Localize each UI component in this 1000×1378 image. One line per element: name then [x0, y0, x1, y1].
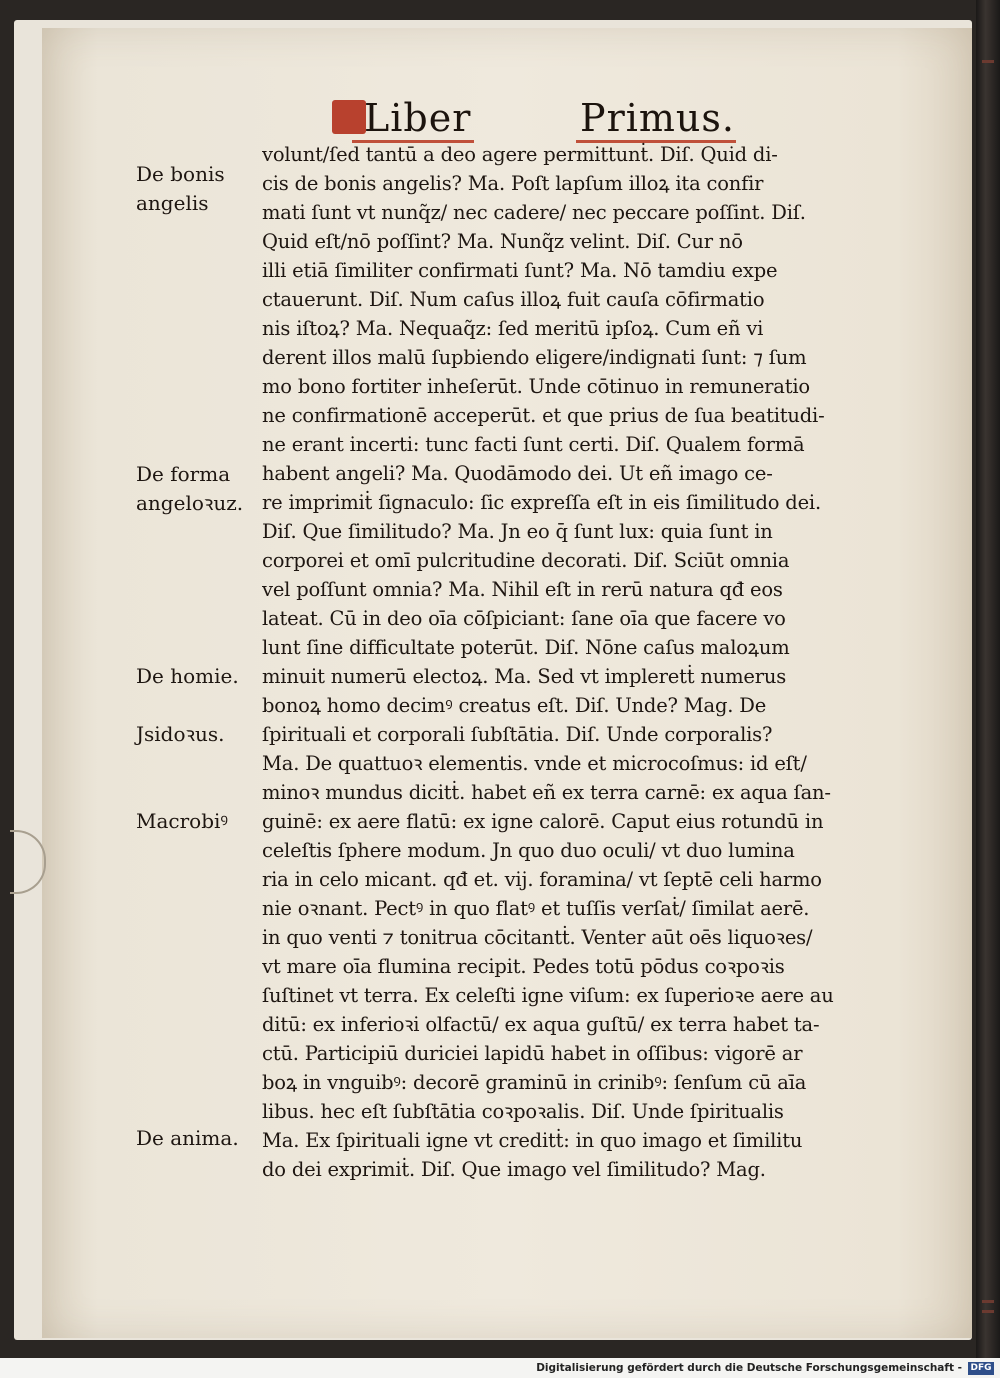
text-line: bonoꝝ homo decimꝰ creatus eſt. Diſ. Unde? Mag. De [262, 694, 767, 717]
margin-note: Jsidoꝛus. [136, 722, 225, 746]
text-line: ctū. Participiū duriciei lapidū habet in oſſibus: vigorē ar [262, 1042, 803, 1065]
text-line: ne confirmationē acceperūt. et que prius de ſua beatitudi- [262, 404, 825, 427]
text-line: Ma. De quattuoꝛ elementis. vnde et microcoſmus: id eſt/ [262, 752, 807, 775]
text-line: volunt/ſed tantū a deo agere permittunṫ. Diſ. Quid di- [262, 143, 778, 166]
margin-note: De anima. [136, 1126, 239, 1150]
text-line: in quo venti ⁊ tonitrua cōcitantṫ. Venter aūt oēs liquoꝛes/ [262, 926, 813, 949]
book-spine [976, 0, 1000, 1358]
text-line: boꝝ in vnguibꝰ: decorē graminū in crinibꝰ: ſenſum cū aīa [262, 1071, 807, 1094]
text-line: ſpirituali et corporali ſubſtātia. Diſ. Unde corporalis? [262, 723, 773, 746]
dfg-logo: DFG [968, 1362, 994, 1375]
running-head-right: Primus. [580, 96, 735, 140]
margin-note: De homie. [136, 664, 239, 688]
margin-note: angeloꝛuz. [136, 491, 244, 515]
text-line: ctauerunt. Diſ. Num caſus illoꝝ fuit cauſa cōfirmatio [262, 288, 765, 311]
text-line: ne erant incerti: tunc facti ſunt certi. Diſ. Qualem formā [262, 433, 805, 456]
running-head-left: Liber [364, 96, 472, 140]
text-line: vel poſſunt omnia? Ma. Nihil eſt in rerū natura qđ eos [262, 578, 783, 601]
text-line: mo bono fortiter inheſerūt. Unde cōtinuo in remuneratio [262, 375, 810, 398]
text-line: re imprimiṫ ſignaculo: ſic expreſſa eſt in eis ſimilitudo dei. [262, 491, 821, 514]
text-line: Ma. Ex ſpirituali igne vt creditṫ: in quo imago et ſimilitu [262, 1129, 803, 1152]
margin-note: Macrobiꝰ [136, 809, 229, 833]
text-line: nie oꝛnant. Pectꝰ in quo flatꝰ et tuſſis verſaṫ/ ſimilat aerē. [262, 897, 810, 920]
text-line: derent illos malū ſupbiendo eligere/indignati ſunt: ⁊ ſum [262, 346, 807, 369]
text-line: vt mare oīa flumina recipit. Pedes totū pōdus coꝛpoꝛis [262, 955, 785, 978]
text-line: Diſ. Que ſimilitudo? Ma. Jn eo q̄ ſunt lux: quia ſunt in [262, 520, 773, 543]
text-line: cis de bonis angelis? Ma. Poſt lapſum illoꝝ ita confir [262, 172, 764, 195]
text-line: do dei exprimiṫ. Diſ. Que imago vel ſimilitudo? Mag. [262, 1158, 766, 1181]
text-line: nis iſtoꝝ? Ma. Nequaq̃z: ſed meritū ipſoꝝ. Cum eñ vi [262, 317, 764, 340]
text-block [262, 140, 902, 1184]
text-line: ditū: ex inferioꝛi olfactū/ ex aqua guſtū/ ex terra habet ta- [262, 1013, 820, 1036]
footer-credit: Digitalisierung gefördert durch die Deutsche Forschungsgemeinschaft - [536, 1362, 962, 1374]
text-line: celeſtis ſphere modum. Jn quo duo oculi/ vt duo lumina [262, 839, 795, 862]
text-line: habent angeli? Ma. Quodāmodo dei. Ut eñ imago ce- [262, 462, 773, 485]
margin-note: angelis [136, 191, 209, 215]
text-line: minoꝛ mundus dicitṫ. habet eñ ex terra carnē: ex aqua ſan- [262, 781, 831, 804]
text-line: minuit numerū electoꝝ. Ma. Sed vt impleretṫ numerus [262, 665, 787, 688]
text-line: libus. hec eſt ſubſtātia coꝛpoꝛalis. Diſ. Unde ſpiritualis [262, 1100, 784, 1123]
text-line: Quid eſt/nō poſſint? Ma. Nunq̃z velint. Diſ. Cur nō [262, 230, 743, 253]
text-line: ſuſtinet vt terra. Ex celeſti igne viſum: ex ſuperioꝛe aere au [262, 984, 834, 1007]
rubric-initial [332, 100, 366, 134]
text-line: guinē: ex aere flatū: ex igne calorē. Caput eius rotundū in [262, 810, 824, 833]
text-line: mati ſunt vt nunq̃z/ nec cadere/ nec peccare poſſint. Diſ. [262, 201, 806, 224]
text-line: corporei et omī pulcritudine decorati. Diſ. Sciūt omnia [262, 549, 790, 572]
margin-note: De bonis [136, 162, 225, 186]
text-line: ria in celo micant. qđ et. vij. foramina/ vt ſeptē celi harmo [262, 868, 822, 891]
text-line: illi etiā ſimiliter confirmati ſunt? Ma. Nō tamdiu expe [262, 259, 778, 282]
text-line: lateat. Cū in deo oīa cōſpiciant: ſane oīa que facere vo [262, 607, 786, 630]
margin-note: De forma [136, 462, 231, 486]
text-line: lunt ſine difficultate poterūt. Diſ. Nōne caſus maloꝝum [262, 636, 790, 659]
